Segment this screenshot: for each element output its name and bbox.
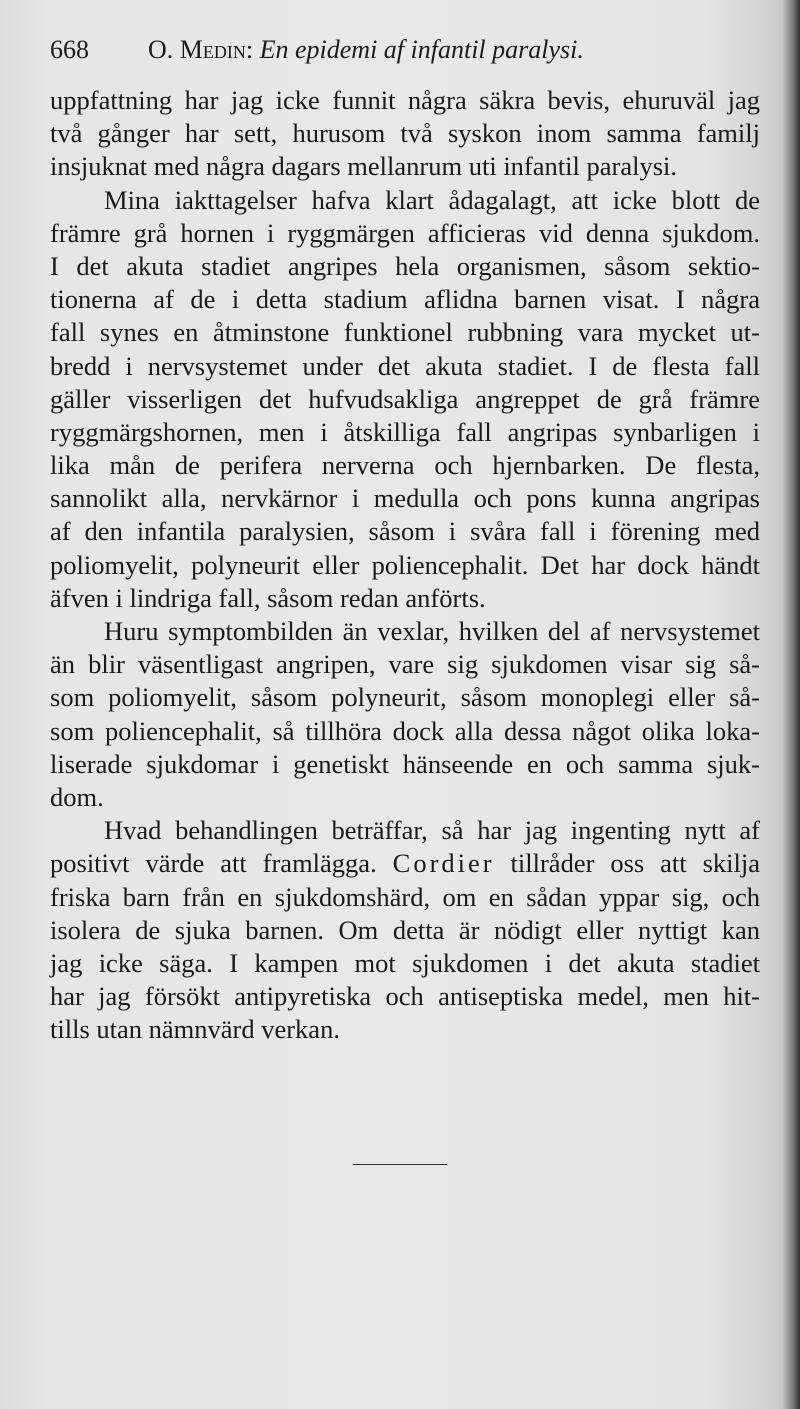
text-line: friska barn från en sjukdomshärd, om en sådan yppar sig, och <box>50 881 760 912</box>
body-text <box>50 84 760 1046</box>
text-line: uppfattning har jag icke funnit några säkra bevis, ehuruväl jag <box>50 85 760 115</box>
text-line: sannolikt alla, nervkärnor i medulla och pons kunna angripas <box>50 483 760 514</box>
text-line: än blir väsentligast angripen, vare sig sjukdomen visar sig så- <box>50 649 760 680</box>
text-line: Mina iakttagelser hafva klart ådagalagt, att icke blott de <box>104 184 760 215</box>
text-line: tionerna af de i detta stadium aflidna barnen visat. I några <box>50 284 760 315</box>
text-line: gäller visserligen det hufvudsakliga angreppet de grå främre <box>50 383 760 414</box>
text-line <box>50 847 760 880</box>
text-line: främre grå hornen i ryggmärgen afficieras vid denna sjukdom. <box>50 217 760 248</box>
author-initial: O. <box>148 35 180 64</box>
text-line: poliomyelit, polyneurit eller poliencephalit. Det har dock händt <box>50 549 760 580</box>
text-line: Huru symptombilden än vexlar, hvilken del af nervsystemet <box>104 616 760 646</box>
text-line: liserade sjukdomar i genetiskt hänseende en och samma sjuk- <box>50 748 760 779</box>
binding-shadow <box>782 0 800 1409</box>
text-line: insjuknat med några dagars mellanrum uti infantil paralysi. <box>50 151 677 182</box>
text-line: af den infantila paralysien, såsom i svåra fall i förening med <box>50 516 760 547</box>
cited-author: Cordier <box>392 848 495 879</box>
text-fragment: tillråder oss att skilja <box>494 848 760 879</box>
text-line: tills utan nämnvärd verkan. <box>50 1014 340 1045</box>
text-line: Hvad behandlingen beträffar, så har jag ingenting nytt af <box>104 815 760 846</box>
header-separator: : <box>245 35 260 64</box>
text-line: dom. <box>50 781 104 812</box>
author-name: Medin <box>179 35 246 64</box>
text-line: som poliencephalit, så tillhöra dock alla dessa något olika loka- <box>50 715 760 746</box>
text-line: som poliomyelit, såsom polyneurit, såsom monoplegi eller så- <box>50 682 760 713</box>
text-line: ryggmärgshornen, men i åtskilliga fall angripas synbarligen i <box>50 416 760 447</box>
text-line: två gånger har sett, hurusom två syskon inom samma familj <box>50 118 760 149</box>
text-line: äfven i lindriga fall, såsom redan anförts. <box>50 582 486 613</box>
text-line: har jag försökt antipyretiska och antiseptiska medel, men hit- <box>50 981 760 1012</box>
page-header <box>50 30 760 70</box>
text-line: isolera de sjuka barnen. Om detta är nödigt eller nyttigt kan <box>50 914 760 945</box>
text-line: lika mån de perifera nerverna och hjernbarken. De flesta, <box>50 450 760 481</box>
running-head <box>148 30 584 70</box>
text-line: I det akuta stadiet angripes hela organismen, såsom sektio- <box>50 250 760 281</box>
text-line: fall synes en åtminstone funktionel rubbning vara mycket ut- <box>50 317 760 348</box>
text-line: bredd i nervsystemet under det akuta stadiet. I de flesta fall <box>50 350 760 381</box>
work-title: En epidemi af infantil paralysi. <box>259 35 584 64</box>
section-end-rule <box>353 1164 447 1165</box>
text-line: jag icke säga. I kampen mot sjukdomen i det akuta stadiet <box>50 947 760 978</box>
page-number: 668 <box>50 35 89 64</box>
text-fragment: positivt värde att framlägga. <box>50 848 393 879</box>
